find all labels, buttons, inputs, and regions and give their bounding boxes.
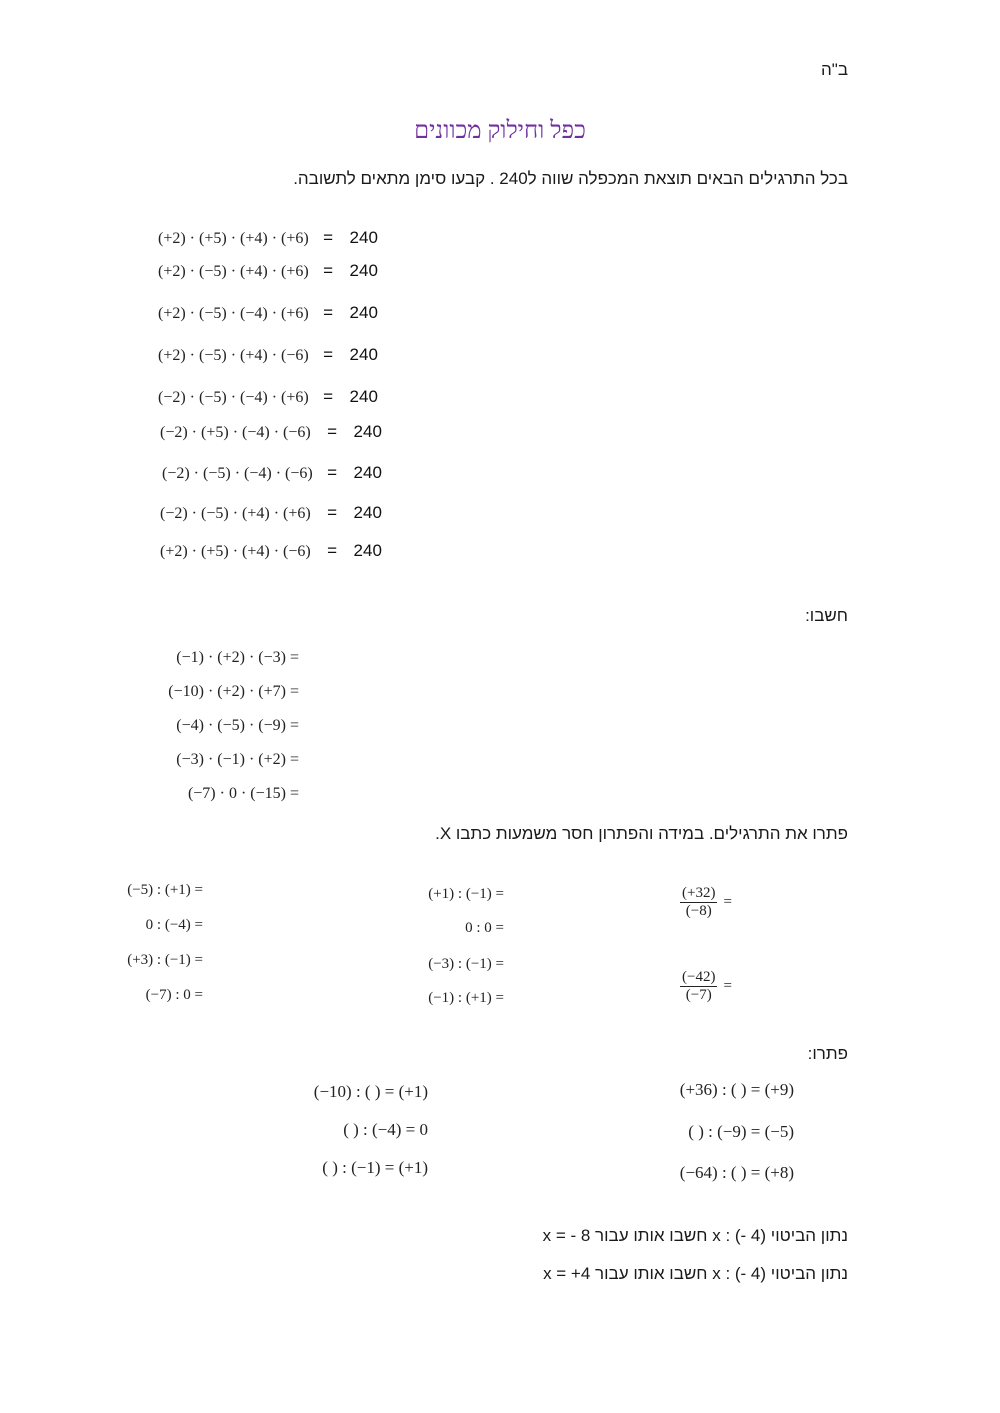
sign-row-expression: (+2) · (+5) · (+4) · (−6) (160, 543, 311, 560)
sign-row (160, 503, 382, 523)
sign-row (160, 541, 382, 561)
sign-row-equals: = (327, 541, 338, 560)
sign-row-expression: (−2) · (+5) · (−4) · (−6) (160, 424, 311, 441)
header-mark: ב"ה (821, 60, 848, 79)
compute-row: (−4) · (−5) · (−9) = (176, 717, 299, 734)
sign-row-expression: (+2) · (+5) · (+4) · (+6) (158, 230, 309, 247)
sign-row (162, 463, 382, 483)
sign-row-expression: (+2) · (−5) · (−4) · (+6) (158, 305, 309, 322)
solve-row: (−64) : ( ) = (+8) (679, 1163, 794, 1182)
division-row: (−5) : (+1) = (127, 882, 203, 898)
fraction-denominator: (−7) (685, 987, 712, 1003)
compute-row: (−1) · (+2) · (−3) = (176, 649, 299, 666)
division-row: (+1) : (−1) = (428, 886, 504, 902)
division-row: (−3) : (−1) = (428, 956, 504, 972)
solve-row: (+36) : ( ) = (+9) (679, 1080, 794, 1099)
sign-row-result: 240 (349, 261, 378, 280)
fraction-numerator: (+32) (682, 885, 716, 901)
compute-row: (−3) · (−1) · (+2) = (176, 751, 299, 768)
solve-row: ( ) : (−9) = (−5) (688, 1122, 794, 1141)
sign-row (158, 345, 378, 365)
sign-row-result: 240 (353, 503, 382, 522)
compute-row: (−10) · (+2) · (+7) = (168, 683, 299, 700)
section4-heading: פתרו: (807, 1044, 848, 1063)
sign-row-equals: = (323, 303, 334, 322)
sign-row (158, 261, 378, 281)
sign-row-equals: = (323, 345, 334, 364)
division-row: 0 : 0 = (465, 920, 504, 936)
sign-row-expression: (−2) · (−5) · (−4) · (+6) (158, 389, 309, 406)
fraction-equals: = (723, 978, 732, 994)
sign-row-result: 240 (353, 541, 382, 560)
sign-row-expression: (−2) · (−5) · (+4) · (+6) (160, 505, 311, 522)
sign-row-equals: = (327, 463, 338, 482)
compute-row: (−7) · 0 · (−15) = (187, 785, 299, 802)
fraction-denominator: (−8) (685, 903, 712, 919)
sign-row-expression: (+2) · (−5) · (+4) · (−6) (158, 347, 309, 364)
fraction-numerator: (−42) (682, 969, 716, 985)
division-row: 0 : (−4) = (145, 917, 203, 933)
fraction-exercise (680, 886, 732, 919)
sign-row (160, 422, 382, 442)
solve-row: ( ) : (−1) = (+1) (322, 1158, 428, 1177)
sign-row-result: 240 (349, 303, 378, 322)
division-row: (−7) : 0 = (145, 987, 203, 1003)
sign-row-result: 240 (349, 387, 378, 406)
solve-row: ( ) : (−4) = 0 (343, 1120, 428, 1139)
sign-row (158, 387, 378, 407)
fraction (680, 970, 717, 1003)
sign-row-expression: (−2) · (−5) · (−4) · (−6) (162, 465, 313, 482)
fraction-exercise (680, 970, 732, 1003)
division-row: (−1) : (+1) = (428, 990, 504, 1006)
sign-row-result: 240 (349, 228, 378, 247)
section3-instruction: פתרו את התרגילים. במידה והפתרון חסר משמעות כתבו X. (435, 824, 848, 843)
sign-row-equals: = (327, 422, 338, 441)
page-title: כפל וחילוק מכוונים (414, 118, 586, 144)
sign-row (158, 228, 378, 248)
division-row: (+3) : (−1) = (127, 952, 203, 968)
sign-row-expression: (+2) · (−5) · (+4) · (+6) (158, 263, 309, 280)
sign-row (158, 303, 378, 323)
sign-row-equals: = (323, 261, 334, 280)
sign-row-equals: = (323, 228, 334, 247)
expression-question: נתון הביטוי x : (- 4) חשבו אותו עבור x = - 8 (542, 1226, 848, 1245)
sign-row-result: 240 (349, 345, 378, 364)
expression-question: נתון הביטוי x : (- 4) חשבו אותו עבור x = +4 (543, 1264, 848, 1283)
sign-row-result: 240 (353, 463, 382, 482)
solve-row: (−10) : ( ) = (+1) (313, 1082, 428, 1101)
section2-heading: חשבו: (805, 606, 848, 625)
fraction (680, 886, 717, 919)
sign-row-result: 240 (353, 422, 382, 441)
fraction-equals: = (723, 894, 732, 910)
section1-instruction: בכל התרגילים הבאים תוצאת המכפלה שווה ל240 . קבעו סימן מתאים לתשובה. (293, 169, 848, 188)
sign-row-equals: = (327, 503, 338, 522)
sign-row-equals: = (323, 387, 334, 406)
